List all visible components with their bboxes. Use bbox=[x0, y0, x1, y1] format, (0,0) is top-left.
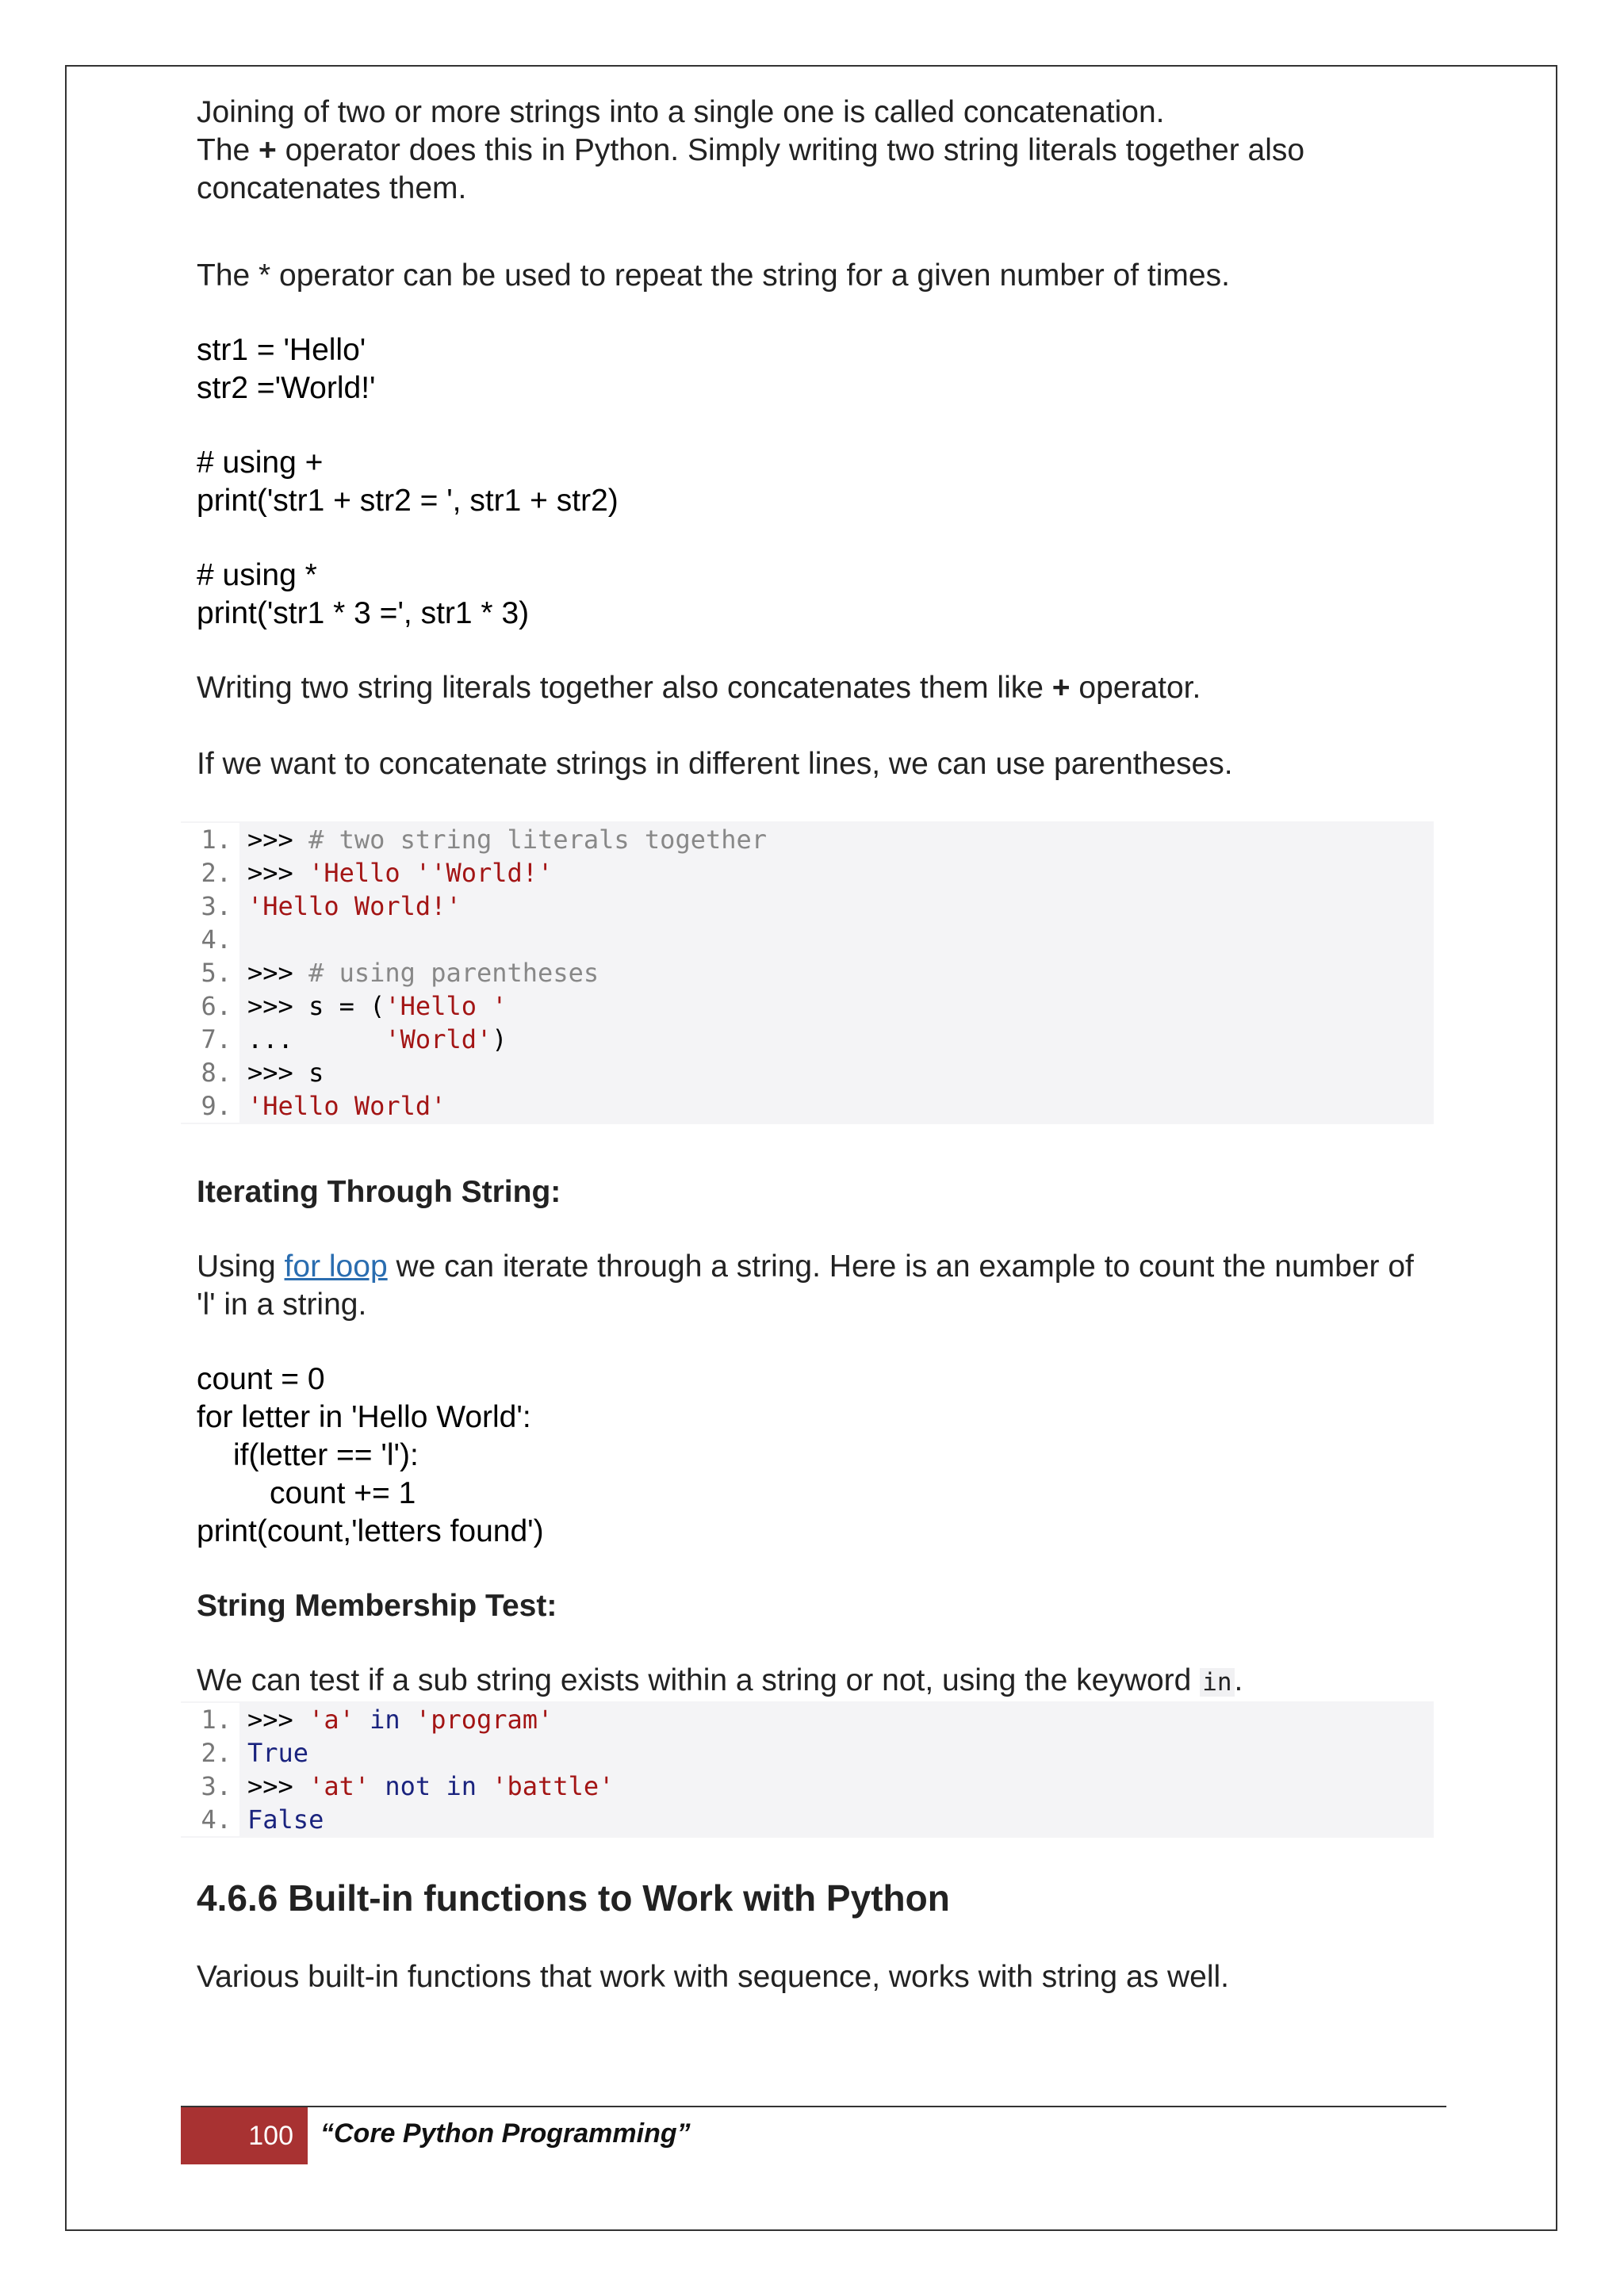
section-heading-iterating: Iterating Through String: bbox=[197, 1175, 561, 1209]
example-line: print('str1 + str2 = ', str1 + str2) bbox=[197, 484, 619, 518]
intro-text-a: The bbox=[197, 133, 259, 167]
line-number: 6. bbox=[181, 989, 239, 1023]
footer-rule bbox=[181, 2106, 1446, 2107]
code-string: 'Hello ' bbox=[385, 991, 508, 1021]
prompt: >>> bbox=[247, 1705, 309, 1735]
literals-text bbox=[197, 669, 1434, 707]
code-line bbox=[181, 823, 1434, 856]
example-line: # using * bbox=[197, 558, 317, 592]
line-number: 3. bbox=[181, 890, 239, 923]
code-line bbox=[181, 1803, 1434, 1836]
literals-text-b: operator. bbox=[1070, 671, 1201, 705]
prompt: >>> bbox=[247, 958, 309, 988]
example-line: count = 0 bbox=[197, 1362, 325, 1396]
code-line bbox=[181, 956, 1434, 989]
iterating-text-a: Using bbox=[197, 1249, 285, 1284]
code-comment: # using parentheses bbox=[308, 958, 599, 988]
for-loop-link[interactable]: for loop bbox=[284, 1249, 388, 1284]
section-heading-builtin: 4.6.6 Built-in functions to Work with Python bbox=[197, 1877, 950, 1919]
membership-text-a: We can test if a sub string exists within a string or not, using the keyword bbox=[197, 1663, 1201, 1697]
code-block-concatenation bbox=[181, 821, 1434, 1124]
code-text: >>> s bbox=[247, 1058, 324, 1088]
line-number: 3. bbox=[181, 1770, 239, 1803]
code-keyword: in bbox=[354, 1705, 416, 1735]
code-keyword: not in bbox=[370, 1771, 492, 1801]
example-line: for letter in 'Hello World': bbox=[197, 1400, 531, 1434]
code-string: 'at' bbox=[308, 1771, 370, 1801]
intro-text-b: operator does this in Python. Simply writing two string literals together also concatenates them. bbox=[197, 133, 1305, 205]
example-line: count += 1 bbox=[270, 1476, 416, 1510]
line-number: 7. bbox=[181, 1023, 239, 1056]
code-line bbox=[181, 1770, 1434, 1803]
code-string: 'Hello World' bbox=[247, 1091, 446, 1121]
book-title: “Core Python Programming” bbox=[320, 2118, 691, 2149]
code-text: ... bbox=[247, 1024, 385, 1054]
inline-code-in: in bbox=[1200, 1668, 1234, 1697]
code-line bbox=[181, 1089, 1434, 1123]
code-string: 'battle' bbox=[492, 1771, 615, 1801]
line-number: 4. bbox=[181, 1803, 239, 1836]
code-keyword: True bbox=[247, 1738, 309, 1768]
section-heading-membership: String Membership Test: bbox=[197, 1589, 557, 1623]
prompt: >>> bbox=[247, 858, 309, 888]
example-line: str1 = 'Hello' bbox=[197, 333, 366, 367]
code-line bbox=[181, 1023, 1434, 1056]
code-text: >>> s = ( bbox=[247, 991, 385, 1021]
code-string: 'Hello ''World!' bbox=[308, 858, 553, 888]
code-string: 'Hello World!' bbox=[247, 891, 462, 921]
line-number: 8. bbox=[181, 1056, 239, 1089]
line-number: 2. bbox=[181, 856, 239, 890]
code-line bbox=[181, 1703, 1434, 1736]
prompt: >>> bbox=[247, 1771, 309, 1801]
page-number: 100 bbox=[181, 2107, 308, 2164]
line-number: 2. bbox=[181, 1736, 239, 1770]
code-line bbox=[181, 1056, 1434, 1089]
line-number: 9. bbox=[181, 1089, 239, 1123]
code-keyword: False bbox=[247, 1804, 324, 1835]
plus-operator: + bbox=[259, 133, 277, 167]
example-line: if(letter == 'l'): bbox=[233, 1438, 419, 1472]
code-line bbox=[181, 923, 1434, 956]
intro-line-2 bbox=[197, 132, 1434, 208]
line-number: 5. bbox=[181, 956, 239, 989]
code-line bbox=[181, 1736, 1434, 1770]
example-line: print(count,'letters found') bbox=[197, 1514, 544, 1548]
prompt: >>> bbox=[247, 825, 309, 855]
membership-text bbox=[197, 1662, 1434, 1701]
code-comment: # two string literals together bbox=[308, 825, 768, 855]
iterating-example bbox=[197, 1360, 1434, 1551]
example-line: str2 ='World!' bbox=[197, 371, 376, 405]
literals-text-a: Writing two string literals together also concatenates them like bbox=[197, 671, 1052, 705]
plus-operator: + bbox=[1051, 671, 1071, 705]
iterating-text-b: we can iterate through a string. Here is an example to count the number of 'l' in a string. bbox=[197, 1249, 1414, 1322]
code-text: ) bbox=[492, 1024, 508, 1054]
page-content bbox=[197, 94, 1434, 1996]
repeat-operator-text: The * operator can be used to repeat the string for a given number of times. bbox=[197, 258, 1230, 293]
membership-text-b: . bbox=[1234, 1663, 1243, 1697]
line-number: 1. bbox=[181, 1703, 239, 1736]
code-string: 'a' bbox=[308, 1705, 354, 1735]
code-line bbox=[181, 989, 1434, 1023]
intro-line-1: Joining of two or more strings into a single one is called concatenation. bbox=[197, 95, 1165, 129]
concat-example bbox=[197, 331, 1434, 633]
line-number: 1. bbox=[181, 823, 239, 856]
parentheses-text: If we want to concatenate strings in different lines, we can use parentheses. bbox=[197, 747, 1233, 781]
example-line: print('str1 * 3 =', str1 * 3) bbox=[197, 596, 530, 630]
code-string: 'World' bbox=[385, 1024, 492, 1054]
code-string: 'program' bbox=[415, 1705, 553, 1735]
builtin-text: Various built-in functions that work with sequence, works with string as well. bbox=[197, 1960, 1230, 1994]
code-block-membership bbox=[181, 1701, 1434, 1838]
code-line bbox=[181, 890, 1434, 923]
iterating-text bbox=[197, 1248, 1434, 1324]
code-line bbox=[181, 856, 1434, 890]
line-number: 4. bbox=[181, 923, 239, 956]
example-line: # using + bbox=[197, 446, 324, 480]
